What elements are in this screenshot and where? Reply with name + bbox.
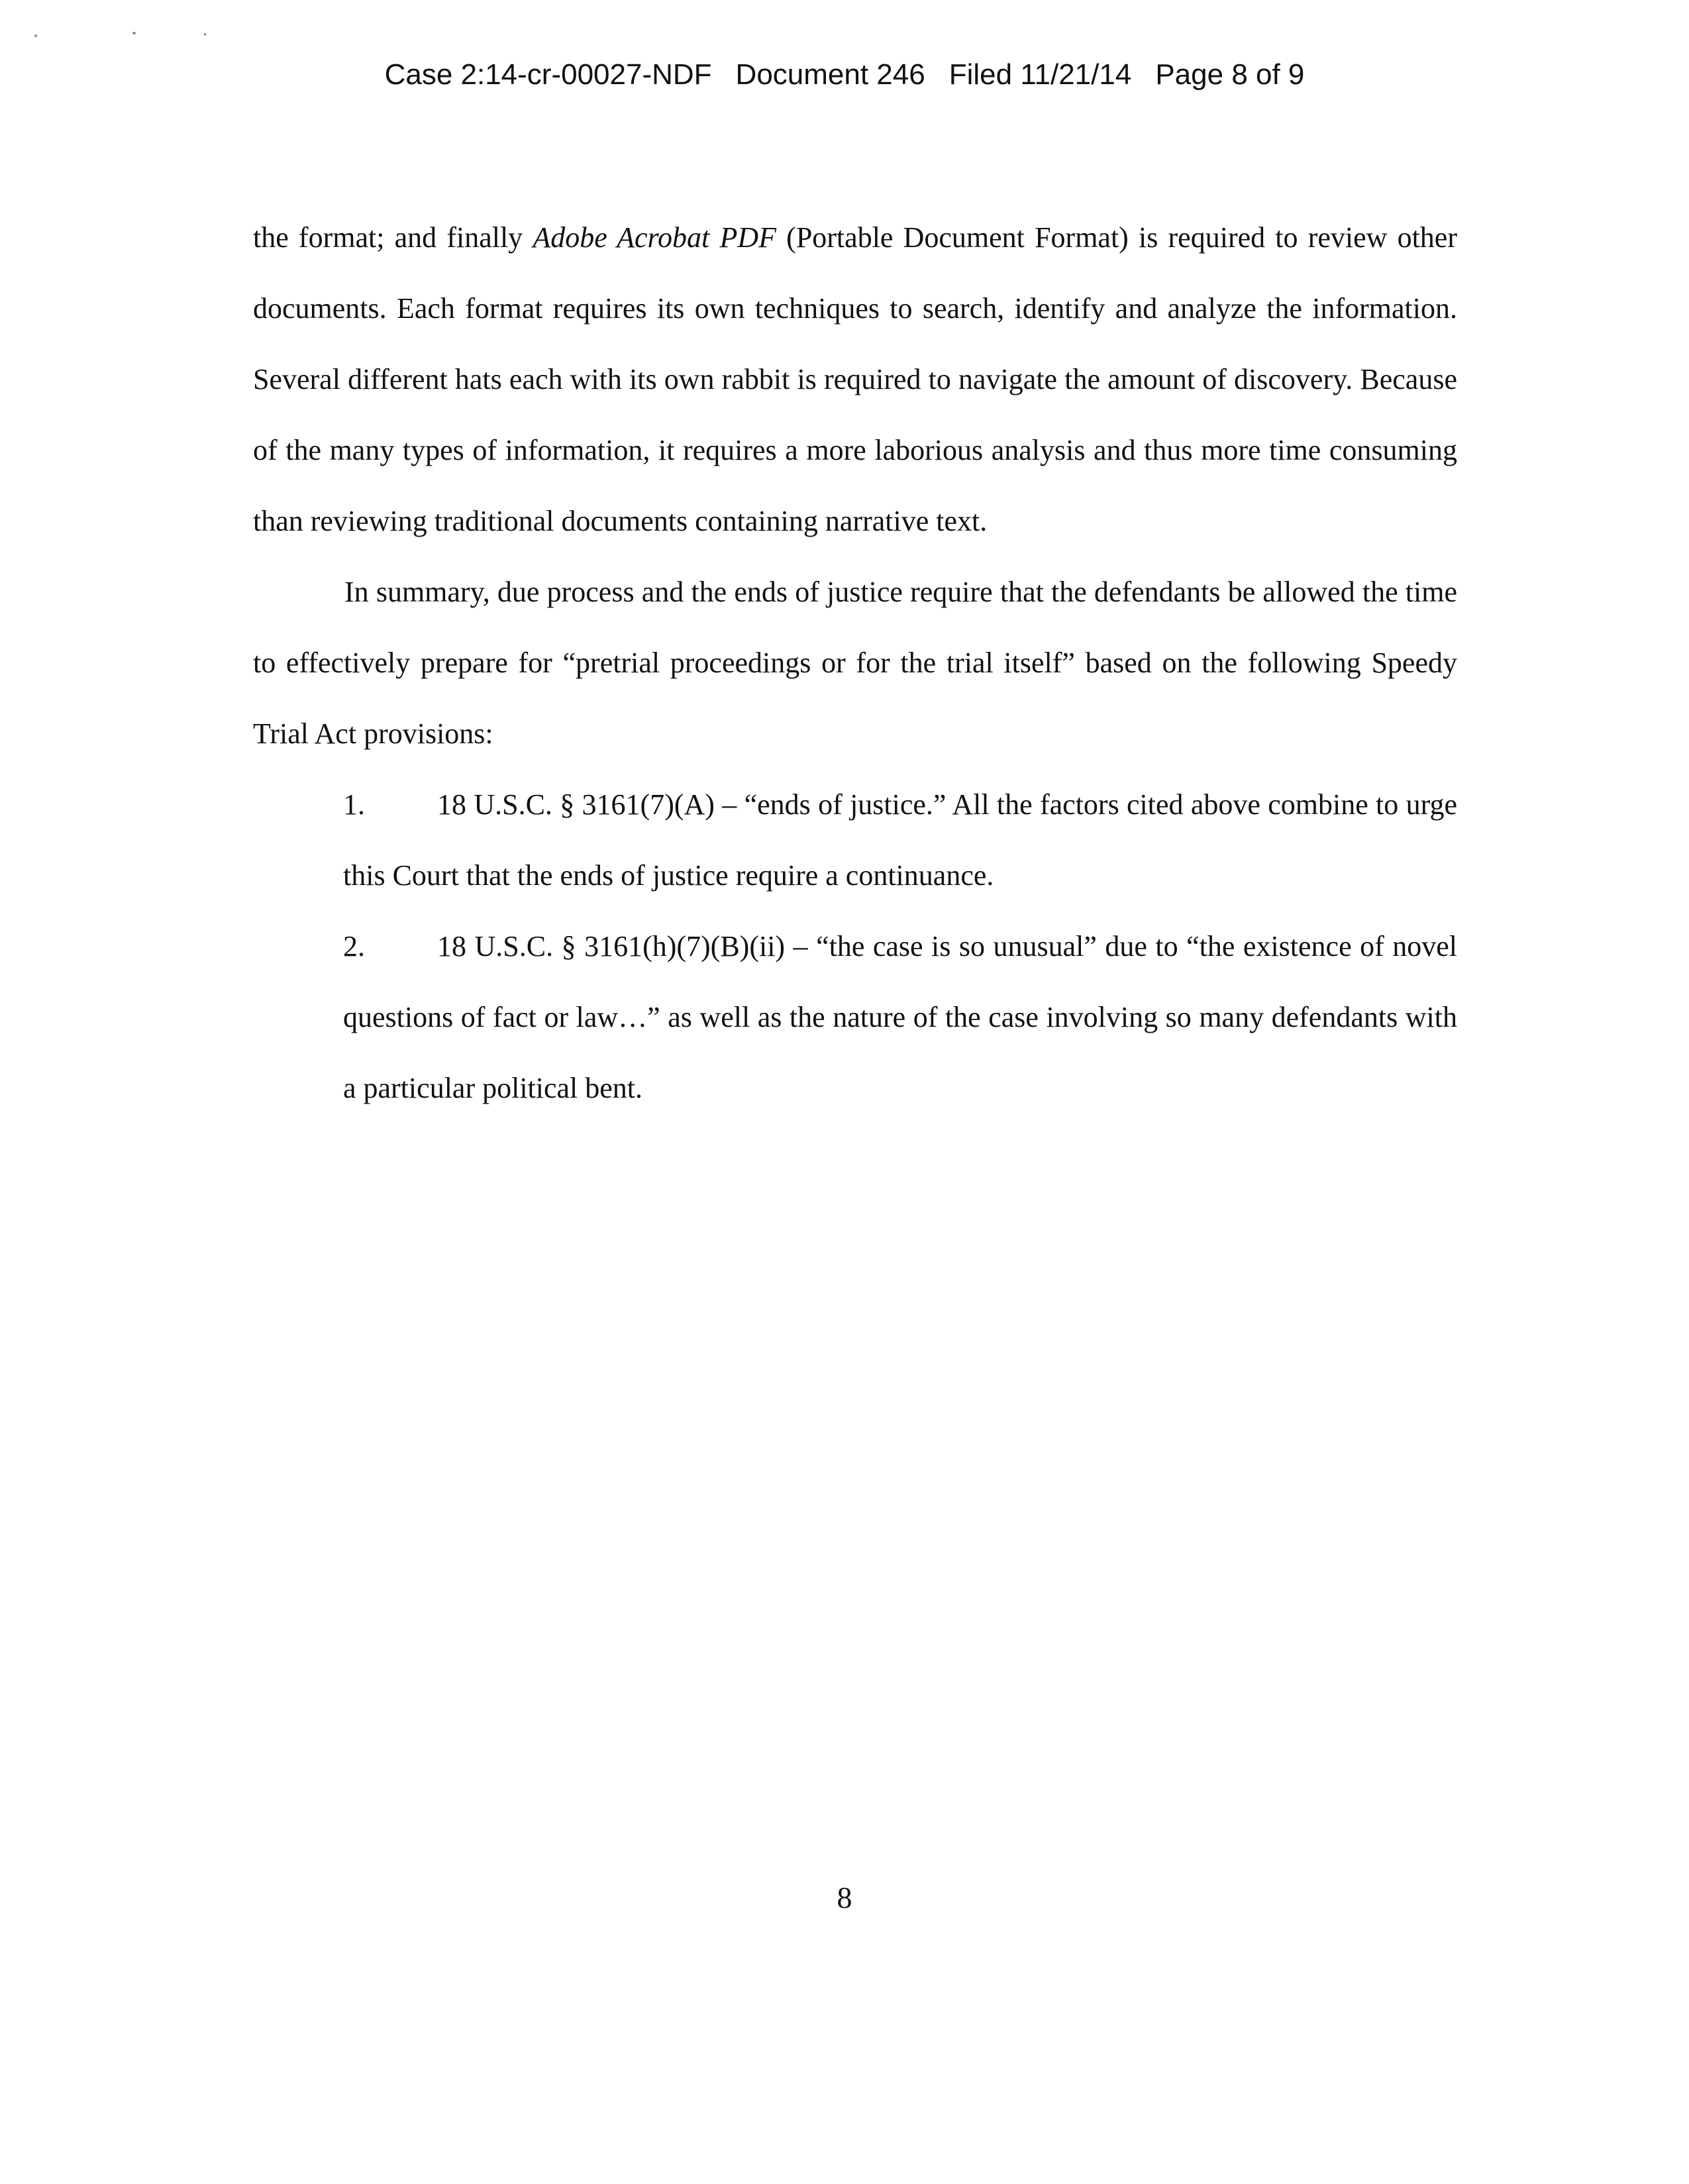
document-body <box>253 202 1457 1123</box>
italic-product-name: Adobe Acrobat PDF <box>533 221 776 254</box>
filed-date: Filed 11/21/14 <box>948 58 1132 91</box>
scan-speck <box>204 33 206 36</box>
case-number: Case 2:14-cr-00027-NDF <box>384 58 712 91</box>
list-item-number: 2. <box>343 930 365 962</box>
list-item-number: 1. <box>343 788 365 821</box>
scan-speck <box>132 32 136 34</box>
list-item <box>343 769 1457 911</box>
paragraph-summary: In summary, due process and the ends of justice require that the defendants be allowed the time to effectively prepare for “pretrial proceedings or for the trial itself” based on the following Speedy Trial Act provisions: <box>253 576 1457 750</box>
document-number: Document 246 <box>735 58 925 91</box>
filing-header <box>0 58 1689 91</box>
scan-speck <box>34 34 37 37</box>
list-item <box>343 911 1457 1123</box>
list-item-text: 18 U.S.C. § 3161(h)(7)(B)(ii) – “the case is so unusual” due to “the existence of novel questions of fact or law…” as well as the nature of the case involving so many defendants with a particular political bent. <box>343 930 1457 1104</box>
paragraph-text: the format; and finally <box>253 221 533 254</box>
list-item-text: 18 U.S.C. § 3161(7)(A) – “ends of justice.” All the factors cited above combine to urge this Court that the ends of justice require a continuance. <box>343 788 1457 892</box>
paragraph-file-formats <box>253 202 1457 556</box>
page-of-pages: Page 8 of 9 <box>1155 58 1305 91</box>
provisions-list <box>253 769 1457 1123</box>
page-number: 8 <box>837 1881 852 1914</box>
paragraph-text: (Portable Document Format) is required to review other documents. Each format requires its own techniques to search, identify and analyze the information. Several different hats each with its own rabbit is required to navigate the amount of discovery. Because of the many types of information, it requires a more laborious analysis and thus more time consuming than reviewing traditional documents containing narrative text. <box>253 221 1457 537</box>
